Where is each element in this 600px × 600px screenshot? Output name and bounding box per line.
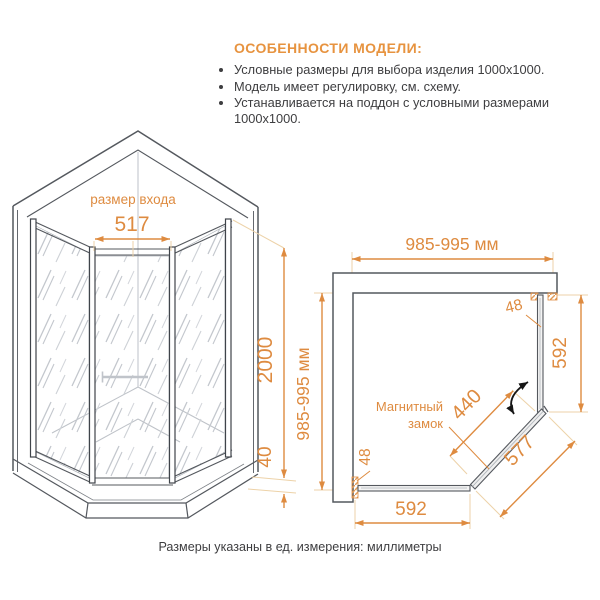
- dim-door-width-value: 440: [447, 385, 487, 425]
- dim-side-bottom: [355, 499, 470, 523]
- dim-side-right: [550, 295, 581, 412]
- wall-profile-bottom: [352, 477, 358, 498]
- feature-item: • Устанавливается на поддон с условными размерами 1000x1000.: [234, 95, 592, 126]
- plan-walls: [333, 273, 557, 502]
- iso-drawing: [13, 131, 296, 518]
- dim-plan-width-top: [352, 234, 553, 259]
- glass-panel-left: [36, 226, 89, 478]
- dim-width-left-value: 985-995 мм: [293, 347, 313, 441]
- feature-item: • Модель имеет регулировку, см. схему.: [234, 79, 592, 95]
- feature-item: • Условные размеры для выбора изделия 1000x1000.: [234, 62, 592, 78]
- dim-profile-top: [503, 296, 541, 327]
- features-block: [212, 40, 592, 127]
- features-list: [212, 62, 592, 126]
- dim-profile-bottom-value: 48: [357, 448, 374, 466]
- wall-profiles: [352, 293, 557, 498]
- lock-label-line2: замок: [407, 416, 443, 431]
- dim-tray-height-value: 40: [255, 446, 276, 468]
- dim-plan-width-left: [293, 293, 322, 490]
- dim-tray-height: [248, 446, 296, 508]
- units-note: Размеры указаны в ед. измерения: миллиметры: [158, 540, 442, 554]
- entrance-size-label: размер входа: [90, 192, 176, 207]
- dim-entrance: [90, 192, 176, 257]
- dim-side-right-value: 592: [550, 337, 571, 369]
- dim-diagonal: [500, 431, 575, 517]
- dim-diagonal-value: 577: [500, 431, 540, 471]
- dim-side-bottom-value: 592: [395, 499, 427, 520]
- dim-width-top-value: 985-995 мм: [405, 234, 499, 254]
- dim-height-value: 2000: [254, 336, 277, 384]
- dim-profile-top-value: 48: [503, 296, 525, 317]
- dim-door-width: [447, 385, 513, 456]
- glass-panel-right: [175, 226, 225, 478]
- lock-label-line1: Магнитный: [375, 399, 443, 414]
- dim-profile-bottom: [357, 448, 374, 481]
- features-title: ОСОБЕННОСТИ МОДЕЛИ:: [234, 40, 423, 56]
- iso-glass-panels: [36, 226, 225, 478]
- glass-panel-door: [95, 256, 169, 478]
- door-swing-arrow: [511, 382, 528, 414]
- plan-drawing: [293, 234, 588, 529]
- dim-entrance-width: 517: [114, 213, 150, 236]
- wall-profile-top-right: [548, 293, 557, 300]
